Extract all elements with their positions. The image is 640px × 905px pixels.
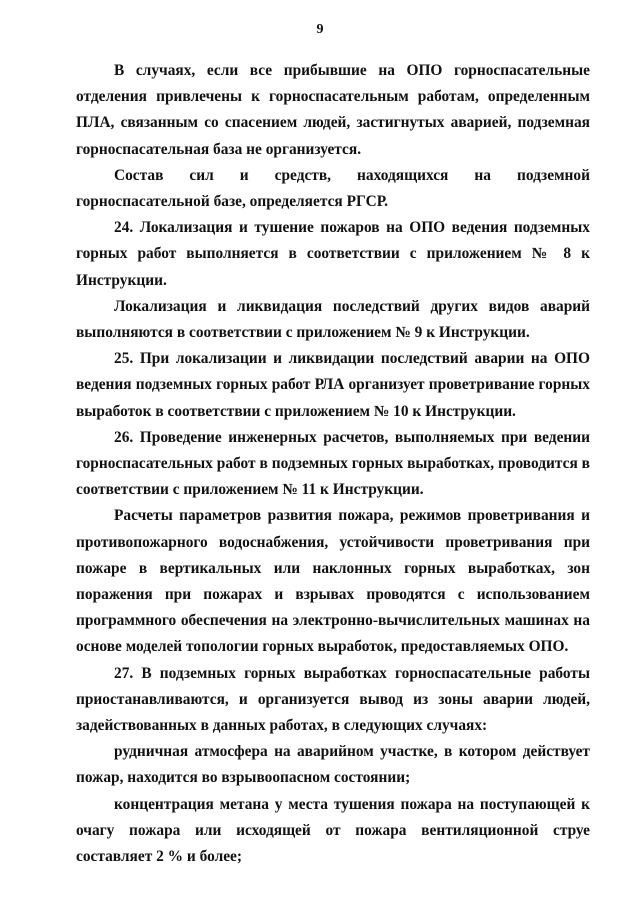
paragraph: Локализация и ликвидация последствий других видов аварий выполняются в соответствии с приложением № 9 к Инструкции. <box>76 297 590 342</box>
paragraph: рудничная атмосфера на аварийном участке, в котором действует пожар, находится во взрывоопасном состоянии; <box>76 743 590 787</box>
paragraph: Расчеты параметров развития пожара, режимов проветривания и противопожарного водоснабжения, устойчивости проветривания при пожаре в вертикальных или наклонных горных выработках, зон поражения при пожарах и взрывах проводятся с использованием программного обеспечения на электронно-вычислительных машинах на основе моделей топологии горных выработок, предоставляемых ОПО. <box>76 507 590 656</box>
paragraph: концентрация метана у места тушения пожара на поступающей к очагу пожара или исходящей от пожара вентиляционной струе составляет 2 % и более; <box>76 795 590 866</box>
paragraph: 26. Проведение инженерных расчетов, выполняемых при ведении горноспасательных работ в подземных горных выработках, проводится в соответствии с приложением № 11 к Инструкции. <box>76 428 590 499</box>
paragraph: 24. Локализация и тушение пожаров на ОПО ведения подземных горных работ выполняется в соответствии с приложением № 8 к Инструкции. <box>76 219 590 289</box>
paragraph: Состав сил и средств, находящихся на подземной горноспасательной базе, определяется РГСР. <box>76 166 590 211</box>
paragraph: 25. При локализации и ликвидации последствий аварии на ОПО ведения подземных горных работ РЛА организует проветривание горных выработок в соответствии с приложением № 10 к Инструкции. <box>76 350 590 420</box>
paragraph: В случаях, если все прибывшие на ОПО горноспасательные отделения привлечены к горноспасательным работам, определенным ПЛА, связанным со спасением людей, застигнутых аварией, подземная горноспасательная база не организуется. <box>76 62 590 158</box>
paragraph: 27. В подземных горных выработках горноспасательные работы приостанавливаются, и организуется вывод из зоны аварии людей, задействованных в данных работах, в следующих случаях: <box>76 664 590 735</box>
page-number: 9 <box>316 22 324 37</box>
document-body <box>76 58 590 870</box>
